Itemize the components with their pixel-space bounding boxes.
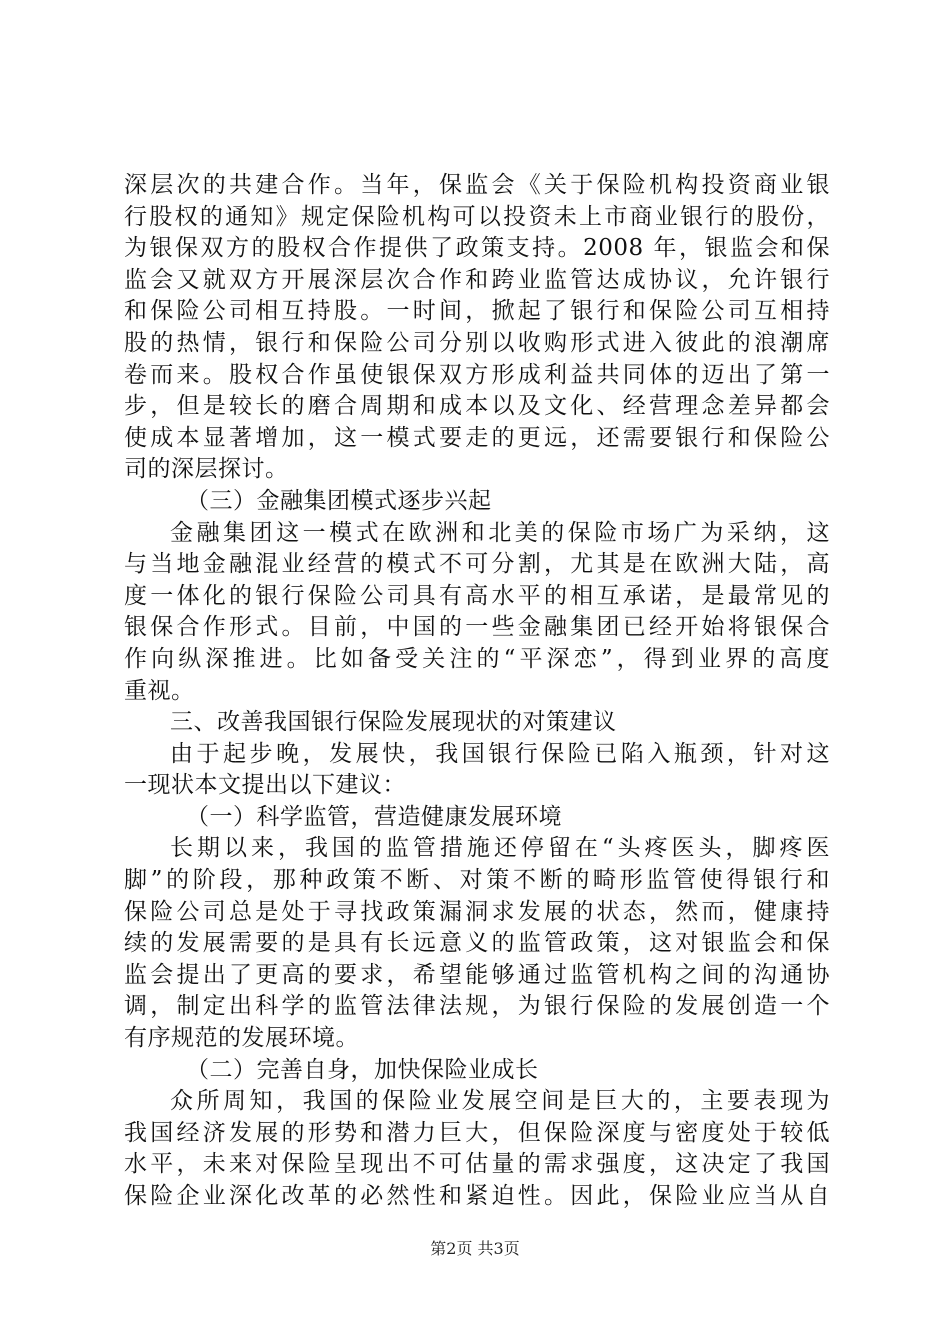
text-line: 司的深层探讨。	[124, 456, 289, 483]
text-line: 监会提出了更高的要求，希望能够通过监管机构之间的沟通协	[124, 961, 830, 988]
text-line: 有序规范的发展环境。	[124, 1025, 359, 1052]
page-footer: 第2页 共3页	[430, 1239, 520, 1258]
text-line: 保险企业深化改革的必然性和紧迫性。因此，保险业应当从自	[124, 1183, 830, 1209]
text-line: 由于起步晚，发展快，我国银行保险已陷入瓶颈，针对这	[170, 740, 830, 767]
text-line: 调，制定出科学的监管法律法规，为银行保险的发展创造一个	[124, 993, 830, 1020]
text-line: 脚”的阶段，那种政策不断、对策不断的畸形监管使得银行和	[124, 867, 830, 894]
text-line: 续的发展需要的是具有长远意义的监管政策，这对银监会和保	[124, 930, 830, 957]
text-line: 一现状本文提出以下建议：	[124, 772, 406, 799]
text-line: 股的热情，银行和保险公司分别以收购形式进入彼此的浪潮席	[124, 329, 830, 356]
text-line: 卷而来。股权合作虽使银保双方形成利益共同体的迈出了第一	[124, 361, 830, 388]
text-line: （三）金融集团模式逐步兴起	[186, 487, 492, 514]
text-line: 和保险公司相互持股。一时间，掀起了银行和保险公司互相持	[124, 298, 830, 325]
text-line: 我国经济发展的形势和潜力巨大，但保险深度与密度处于较低	[124, 1119, 830, 1146]
text-line: 为银保双方的股权合作提供了政策支持。2008 年，银监会和保	[124, 235, 830, 262]
text-line: 三、改善我国银行保险发展现状的对策建议	[170, 709, 617, 736]
text-line: 银保合作形式。目前，中国的一些金融集团已经开始将银保合	[124, 614, 830, 641]
body-text	[124, 170, 830, 1213]
text-line: 长期以来，我国的监管措施还停留在“头疼医头，脚疼医	[170, 835, 830, 862]
text-line: 步，但是较长的磨合周期和成本以及文化、经营理念差异都会	[124, 393, 830, 420]
text-line: （二）完善自身，加快保险业成长	[186, 1056, 539, 1083]
text-line: 作向纵深推进。比如备受关注的“平深恋”，得到业界的高度	[124, 645, 830, 672]
text-line: 保险公司总是处于寻找政策漏洞求发展的状态，然而，健康持	[124, 898, 830, 925]
text-line: （一）科学监管，营造健康发展环境	[186, 803, 562, 830]
text-line: 使成本显著增加，这一模式要走的更远，还需要银行和保险公	[124, 424, 830, 451]
text-line: 深层次的共建合作。当年，保监会《关于保险机构投资商业银	[124, 172, 830, 198]
text-line: 水平，未来对保险呈现出不可估量的需求强度，这决定了我国	[124, 1151, 830, 1178]
text-line: 度一体化的银行保险公司具有高水平的相互承诺，是最常见的	[124, 582, 830, 609]
text-line: 重视。	[124, 677, 195, 704]
text-line: 金融集团这一模式在欧洲和北美的保险市场广为采纳，这	[170, 519, 830, 546]
text-line: 众所周知，我国的保险业发展空间是巨大的，主要表现为	[170, 1088, 830, 1115]
text-line: 行股权的通知》规定保险机构可以投资未上市商业银行的股份，	[124, 203, 830, 230]
text-line: 与当地金融混业经营的模式不可分割，尤其是在欧洲大陆，高	[124, 551, 830, 578]
text-line: 监会又就双方开展深层次合作和跨业监管达成协议，允许银行	[124, 266, 830, 293]
